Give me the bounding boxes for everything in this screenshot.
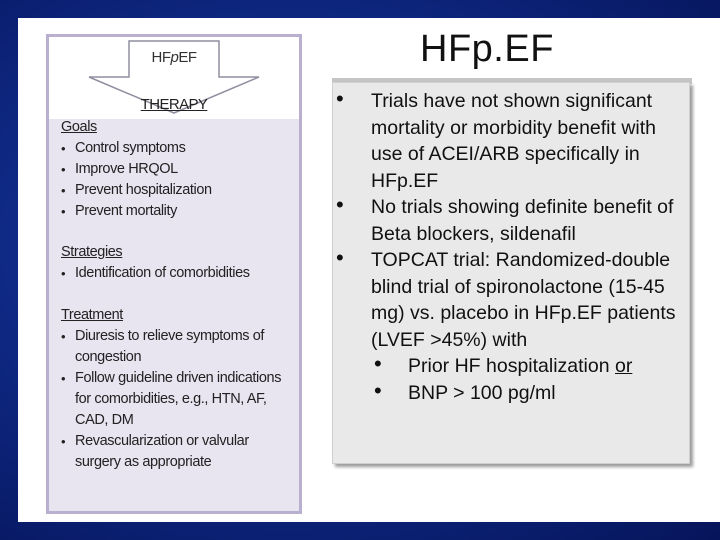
bullet-icon: •	[374, 377, 382, 403]
treatment-heading: Treatment	[61, 307, 123, 323]
list-item: • Follow guideline driven indications for comorbidities, e.g., HTN, AF, CAD, DM	[61, 368, 297, 431]
sub-list-item	[371, 377, 687, 407]
treatment-list	[61, 326, 297, 473]
therapy-heading: THERAPY	[140, 96, 208, 113]
sub-bullet-list	[371, 353, 687, 406]
bullet-list	[333, 88, 687, 406]
goals-heading: Goals	[61, 119, 97, 135]
sub-bullet-text: Prior HF hospitalization	[408, 355, 615, 377]
strategies-heading: Strategies	[61, 244, 123, 260]
list-item	[333, 194, 687, 247]
underlined-or: or	[615, 355, 633, 377]
therapy-panel	[46, 34, 302, 514]
bullet-icon: •	[336, 192, 344, 217]
list-item: • Diuresis to relieve symptoms of congestion	[61, 326, 297, 368]
bullet-text: Trials have not shown significant mortality or morbidity benefit with use of ACEI/ARB specifically in HFp.EF	[371, 90, 657, 192]
treatment-section	[61, 305, 297, 473]
sub-bullet-text: BNP > 100 pg/ml	[408, 381, 556, 404]
bullet-icon: •	[336, 86, 344, 111]
bullet-icon: •	[336, 245, 344, 270]
list-item	[333, 88, 687, 194]
list-item: • Prevent mortality	[61, 201, 297, 222]
arrow-label: HFpEF	[151, 49, 197, 66]
strategies-list	[61, 263, 297, 284]
goals-section	[61, 117, 297, 222]
bullet-text: TOPCAT trial: Randomized-double blind trial of spironolactone (15-45 mg) vs. placebo in HFp.EF patients (LVEF >45%) with	[371, 249, 676, 351]
list-item: • Improve HRQOL	[61, 159, 297, 180]
goals-list	[61, 138, 297, 222]
list-item	[333, 247, 687, 406]
list-item: • Revascularization or valvular surgery as appropriate	[61, 431, 297, 473]
bullet-icon: •	[374, 351, 382, 376]
sub-list-item	[371, 353, 687, 380]
list-item: • Identification of comorbidities	[61, 263, 297, 284]
slide-title: HFp.EF	[420, 28, 554, 70]
list-item: • Control symptoms	[61, 138, 297, 159]
bullet-text: No trials showing definite benefit of Beta blockers, sildenafil	[371, 196, 674, 245]
strategies-section	[61, 242, 297, 284]
list-item: • Prevent hospitalization	[61, 180, 297, 201]
content-box	[332, 82, 690, 464]
